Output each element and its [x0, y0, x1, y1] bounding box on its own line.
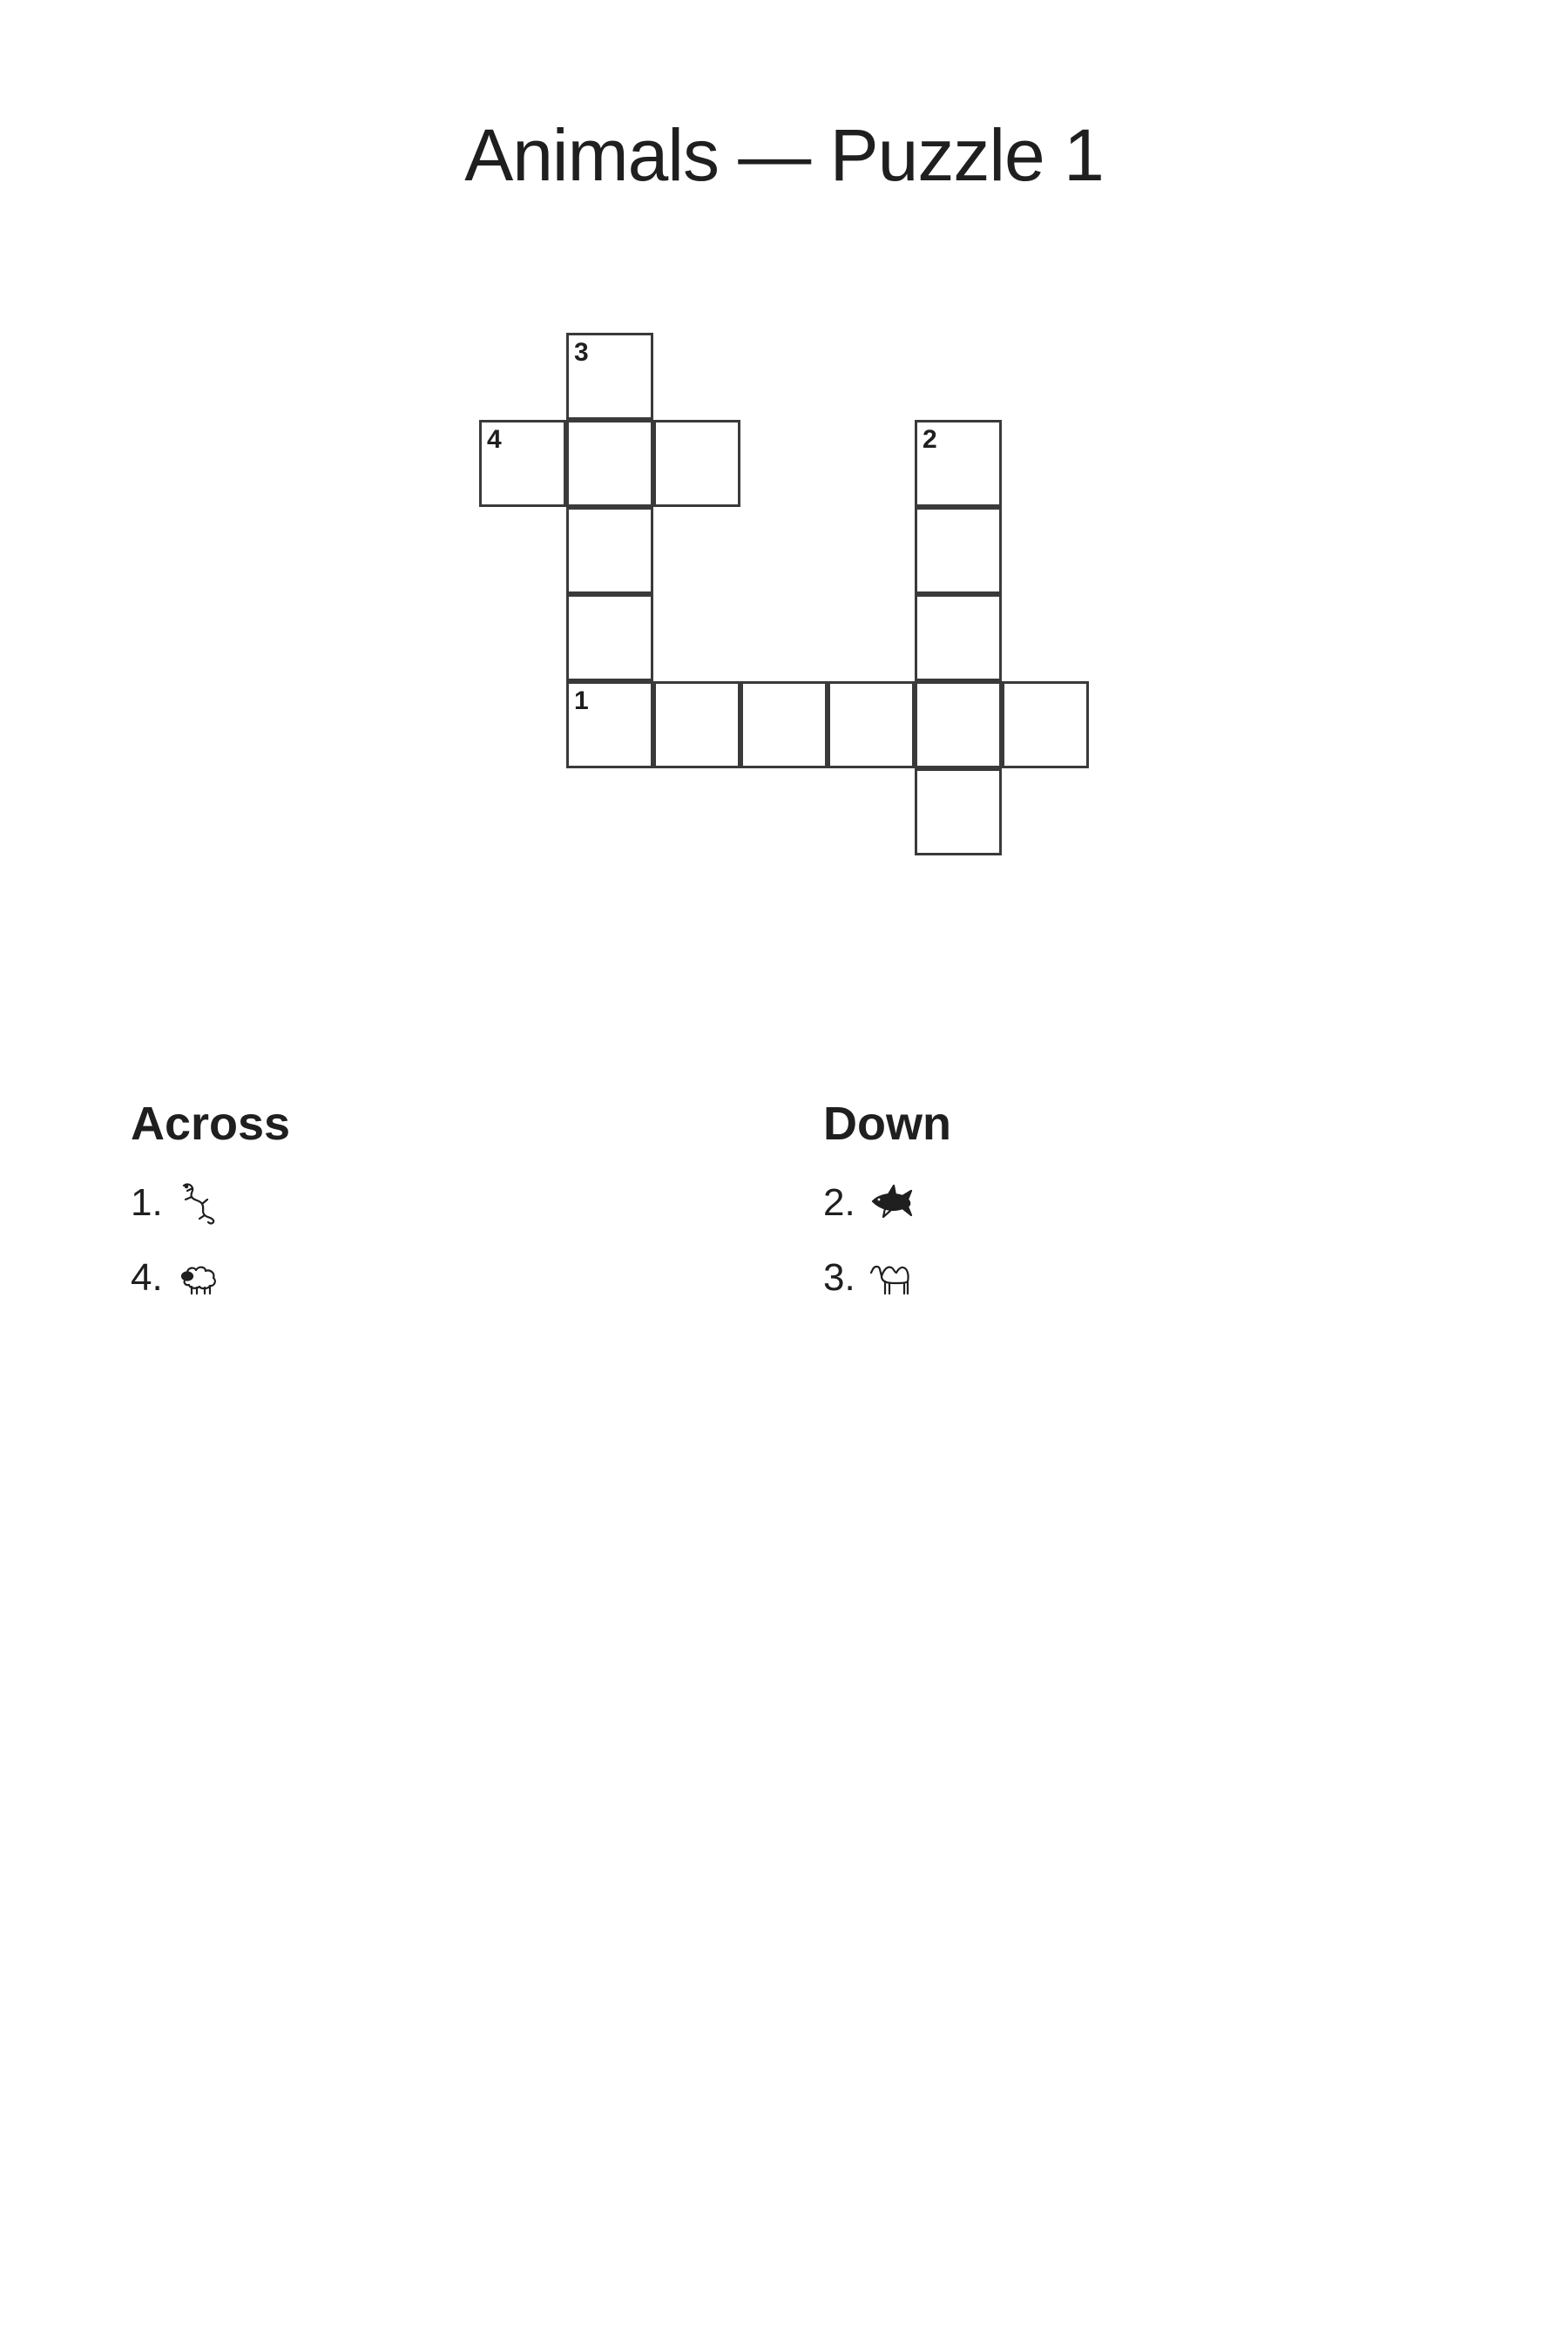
down-clue-3	[823, 1252, 1381, 1304]
grid-cell[interactable]	[566, 507, 653, 594]
grid-cell[interactable]	[566, 681, 653, 768]
grid-cell[interactable]	[915, 768, 1002, 855]
cell-number: 4	[487, 425, 502, 454]
puzzle-title: Animals — Puzzle 1	[464, 114, 1104, 196]
across-clues	[131, 1093, 688, 1327]
clue-number: 4.	[131, 1256, 163, 1299]
grid-cell[interactable]	[653, 420, 740, 507]
grid-cell[interactable]	[915, 681, 1002, 768]
grid-cell[interactable]	[566, 333, 653, 420]
clue-number: 3.	[823, 1256, 855, 1299]
grid-cell[interactable]	[566, 594, 653, 681]
across-clue-4	[131, 1252, 688, 1304]
across-clue-1	[131, 1177, 688, 1229]
grid-cell[interactable]	[1002, 681, 1089, 768]
lizard-icon	[175, 1179, 224, 1227]
camel-icon	[868, 1254, 916, 1302]
grid-cell[interactable]	[915, 594, 1002, 681]
crossword-grid	[0, 0, 1568, 958]
across-heading: Across	[131, 1098, 291, 1150]
cell-number: 3	[574, 338, 589, 367]
grid-cell[interactable]	[566, 420, 653, 507]
down-clues	[823, 1093, 1381, 1327]
grid-cell[interactable]	[915, 507, 1002, 594]
cell-number: 2	[923, 425, 937, 454]
cell-number: 1	[574, 686, 589, 715]
sheep-icon	[175, 1254, 224, 1302]
grid-cell[interactable]	[653, 681, 740, 768]
grid-cell[interactable]	[915, 420, 1002, 507]
down-clue-2	[823, 1177, 1381, 1229]
down-heading: Down	[823, 1098, 951, 1150]
grid-cell[interactable]	[740, 681, 828, 768]
clue-number: 1.	[131, 1181, 163, 1224]
grid-cell[interactable]	[828, 681, 915, 768]
clue-number: 2.	[823, 1181, 855, 1224]
shark-icon	[868, 1179, 916, 1227]
grid-cell[interactable]	[479, 420, 566, 507]
